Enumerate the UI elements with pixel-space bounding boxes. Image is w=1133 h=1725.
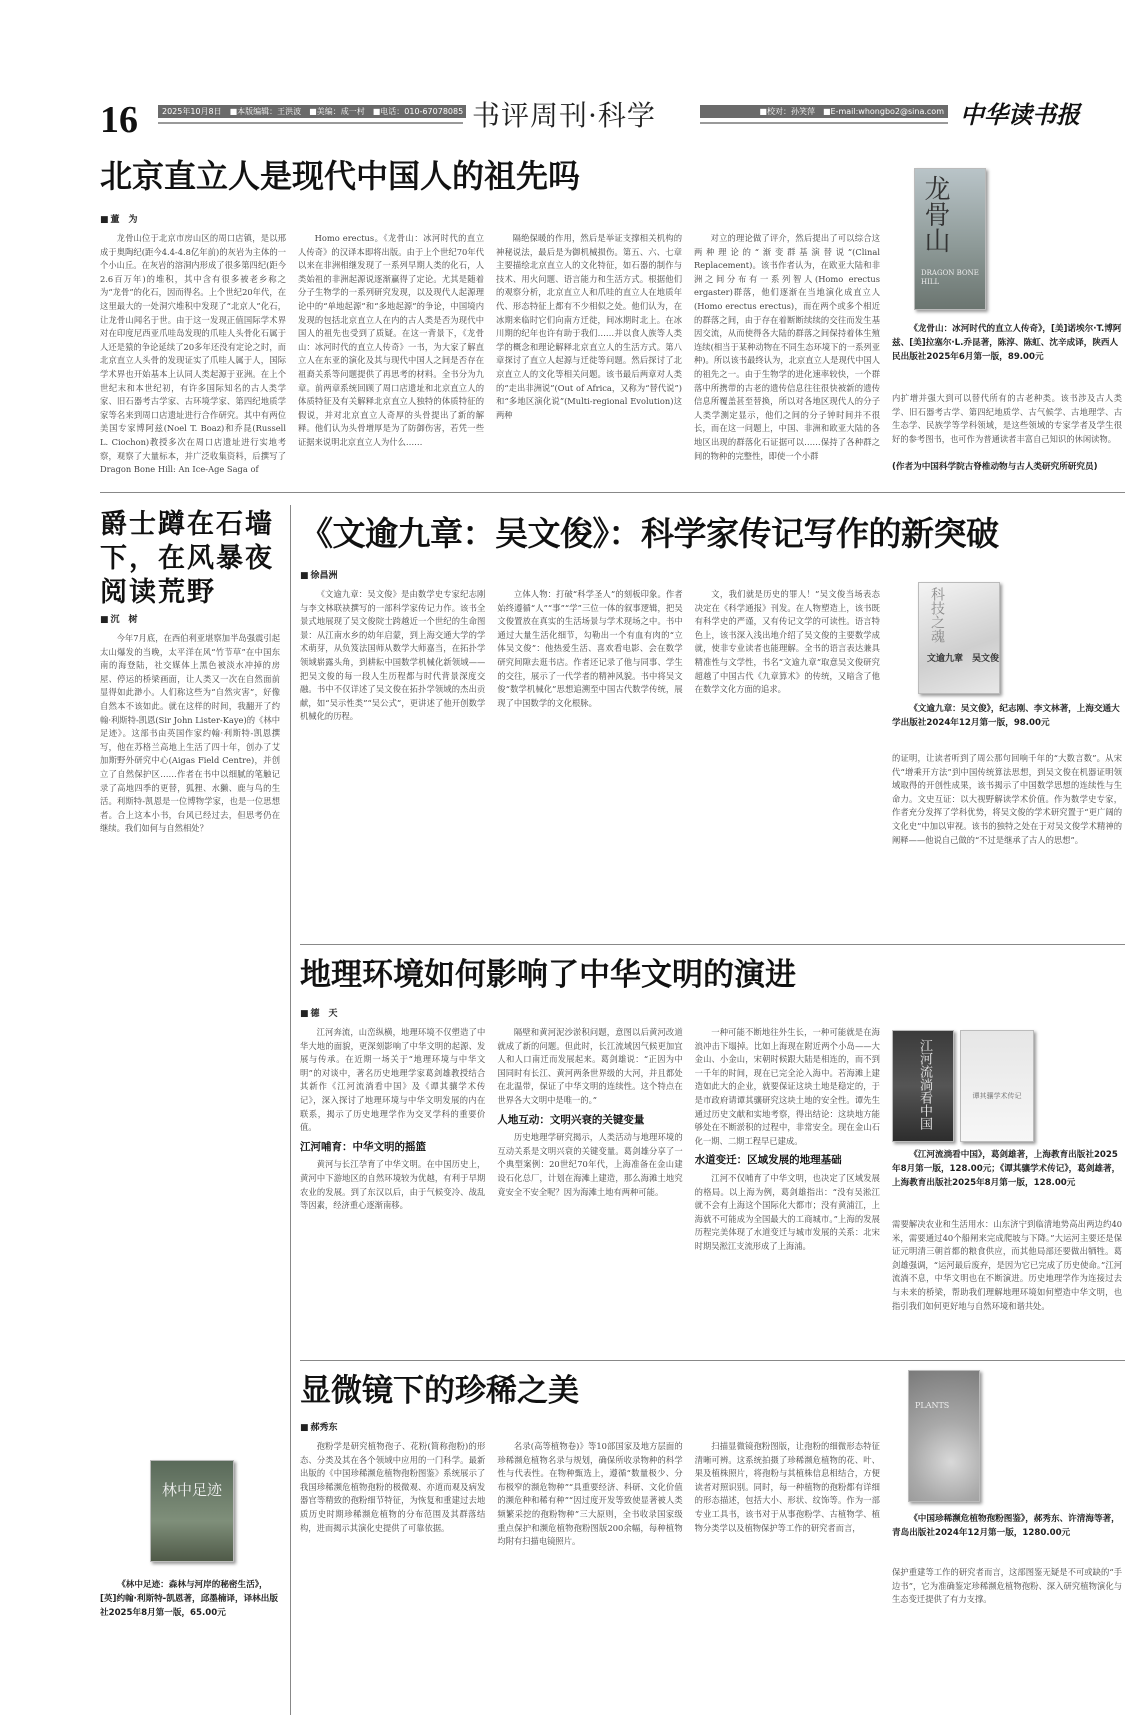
author-note: (作者为中国科学院古脊椎动物与古人类研究所研究员): [892, 462, 1098, 472]
section-divider: [300, 944, 1125, 945]
article-column: 《文逾九章：吴文俊》是由数学史专家纪志刚与李文林联袂撰写的一部科学家传记力作。该书全景式地展现了吴文俊院士跨越近一个世纪的生命图景：从江南水乡的幼年启蒙，到上海交通大学的学术萌芽，从负笈法国师从数学大师嘉当，在拓扑学领域崭露头角，到耕耘中国数学机械化新领域——把吴文俊的每一段人生历程都与时代背景深度交融。书中不仅详述了吴文俊在拓扑学领域的杰出贡献，如“吴示性类”“吴公式”，更讲述了他开创数学机械化的历程。: [300, 589, 486, 722]
newspaper-logo: 中华读书报: [960, 100, 1080, 129]
book-caption: 《江河流淌看中国》，葛剑雄著，上海教育出版社2025年8月第一版，128.00元；《谭其骧学术传记》，葛剑雄著，上海教育出版社2025年8月第一版，128.00元: [892, 1150, 1121, 1188]
article-column: Homo erectus。《龙骨山：冰河时代的直立人传奇》的汉译本即将出版。由于上个世纪70年代以来在非洲相继发现了一系列早期人类的化石，人类始祖的非洲起源说逐渐赢得了定论。尤其是随着分子生物学的一系列研究发现，以及现代人起源理论中的“单地起源”和“多地起源”的争论，中国境内发现的包括北京直立人在内的古人类是否为现代中国人的祖先也受到了质疑。在这一背景下，《龙骨山：冰河时代的直立人传奇》一书，为大家了解直立人在东亚的演化及其与现代中国人之间是否存在祖裔关系等问题提供了再思考的材料。全书分为九章。前两章系统回顾了周口店遗址和北京直立人的体质特征及有关解释北京直立人独特的体质特征的假说，并对北京直立人奇厚的头骨提出了新的解释。他们认为头骨增厚是为了防御伤害，若凭一些证据来说明北京直立人为什么……: [298, 233, 484, 447]
article-column: 龙骨山位于北京市房山区的周口店镇，是以邢成于奥陶纪(距今4.4-4.8亿年前)的灰岩为主体的一个小山丘。在灰岩的溶洞内形成了很多第四纪(距今2.6百万年)的堆积，其中含有很多被老乡称之为“龙骨”的化石，因而得名。上个世纪20年代，在这里最大的一处洞穴堆积中发现了“北京人”化石，让龙骨山闻名于世。由于这一发现正值国际学术界对在印度尼西亚爪哇岛发现的爪哇人头骨化石属于人还是猿的争论延续了20多年还没有定论之时，而北京直立人头骨的发现证实了爪哇人属于人，国际学术界也开始基本上认同人类起源于亚洲。在上个世纪末和本世纪初，有许多国际知名的古人类学家、旧石器考古学家、古环境学家、第四纪地质学家等名来到周口店遗址进行合作研究。其中有两位美国专家博阿兹(Noel T. Boaz)和乔昆(Russell L. Ciochon)教授多次在周口店遗址进行实地考察，观察了大量标本，并广泛收集资料，后撰写了Dragon Bone Hill: An Ice-Age Saga of: [100, 233, 286, 475]
book-caption: 《林中足迹：森林与河岸的秘密生活》，[英]约翰·利斯特-凯恩著，邱墨楠译，译林出版社2025年8月第一版，65.00元: [100, 1580, 278, 1618]
article-headline: 爵士蹲在石墙下，在风暴夜阅读荒野: [100, 509, 274, 608]
book-cover-image: [960, 1030, 1034, 1142]
article-body: [300, 1026, 880, 1346]
article-column: 孢粉学是研究植物孢子、花粉(简称孢粉)的形态、分类及其在各个领域中应用的一门科学。最新出版的《中国珍稀濒危植物孢粉图鉴》系统展示了我国珍稀濒危植物孢粉的极微观、亦道而观及病发器官等精致的孢粉细节特征，为恢复和重建过去地质历史时期珍稀濒危植物的分布范围及其群落结构，进而揭示其演化史提供了可靠依据。: [300, 1441, 486, 1533]
article-side-text: 保护重建等工作的研究者而言，这部图鉴无疑是不可或缺的“手边书”，它为准确鉴定珍稀濒危植物孢粉、深入研究植物演化与生态变迁提供了有力支撑。: [892, 1567, 1122, 1605]
section-title: 书评周刊·科学: [472, 99, 656, 132]
book-cover-title: 文逾九章 吴文俊: [927, 654, 1000, 664]
book-cover-title: 林中足迹: [161, 1481, 222, 1499]
book-cover-image: [892, 1030, 954, 1142]
book-caption: 《龙骨山：冰河时代的直立人传奇》，[美]诺埃尔·T.博阿兹、[美]拉塞尔·L.乔昆著，陈淳、陈虹、沈辛成译，陕西人民出版社2025年6月第一版，89.00元: [892, 324, 1122, 362]
column-divider: [290, 505, 291, 1715]
article-byline: ■ 董 为: [100, 212, 138, 225]
article-byline: ■ 徐昌洲: [300, 568, 338, 581]
masthead-left-info: 2025年10月8日 ■本版编辑：王洪波 ■美编：成一村 ■电话：010-67078085: [158, 105, 466, 118]
book-cover-image: [150, 1460, 234, 1562]
article-column: 对立的理论做了评介，然后提出了可以综合这两种理论的“渐变群基演替说”(Clinal Replacement)。该书作者认为，在欧亚大陆和非洲之间分布有一系列智人(Homo erectus ergaster)群落，他们逐渐在当地演化成直立人(Homo erectus erectus)，而在两个或多个相近的群落之间，由于存在着断断续续的交往而发生基因交流，从而使得各大陆的群落之间保持着体生殖连续(相当于某种动物在不同生态环境下的一系列亚种)。所以该书最终认为，北京直立人是现代中国人的祖先之一。由于生物学的进化速率较快，一个群落中所携带的古老的遗传信息往往很快被新的遗传信息所覆盖甚至替换，所以对各地区现代人的分子人类学测定显示，他们之间的分子钟时间并不很长，而在这一问题上，中国、非洲和欧亚大陆的各地区出现的群落化石证据可以……保持了各种群之间的物种的完整性，即使一个小群: [694, 233, 880, 461]
masthead-rule: [158, 122, 463, 124]
page-number: 16: [100, 99, 138, 141]
section-divider: [300, 1360, 1125, 1361]
article-headline: 《文逾九章：吴文俊》：科学家传记写作的新突破: [300, 514, 999, 553]
book-cover-title: 谭其骧学术传记: [972, 1092, 1022, 1100]
article-byline: ■ 郝秀东: [300, 1420, 338, 1433]
book-cover-image: [908, 1370, 980, 1502]
article-subheading: 江河哺育：中华文明的摇篮: [300, 1140, 426, 1153]
masthead-right-info: ■校对：孙笑萍 ■E-mail:whongbo2@sina.com: [700, 105, 948, 118]
article-body: [300, 588, 880, 928]
article-byline: ■ 沉 树: [100, 612, 138, 625]
article-byline: ■ 德 天: [300, 1006, 338, 1019]
masthead-rule: [700, 122, 948, 124]
article-column: 名录(高等植物卷)》等10部国家及地方层面的珍稀濒危植物名录与规划，确保所收录物种的科学性与代表性。在物种甄选上，遵循“数量极少、分布极窄的濒危物种”“具重要经济、科研、文化价值的濒危种和稀有种”“因过度开发等致使显著被人类频繁采挖的孢粉物种”三大原则，全书收录国家级重点保护和濒危植物孢粉图版200余幅，每种植物均附有扫描电镜照片。: [497, 1441, 683, 1547]
book-caption: 《文逾九章：吴文俊》，纪志刚、李文林著，上海交通大学出版社2024年12月第一版，98.00元: [892, 704, 1120, 728]
article-column: 文，我们就是历史的罪人！”吴文俊当场表态决定在《科学通报》刊发。在人物塑造上，该书既有科学史的严谨，又有传记文学的可读性。语言特色上，该书深入浅出地介绍了吴文俊的主要数学成就，使非专业读者也能理解。全书的语言表达兼具精准性与文学性，书名“文逾九章”取意吴文俊研究超越了中国古代《九章算术》的传统，又暗含了他在数学文化方面的追求。: [694, 589, 880, 695]
book-cover-en: DRAGON BONE HILL: [921, 269, 979, 286]
article-side-text: 内扩增并强大到可以替代所有的古老种类。该书涉及古人类学、旧石器考古学、第四纪地质学、古气候学、古地理学、古生态学、民族学等学科领域，是这些领域的专家学者及学生很好的参考图书，也可作为普通读者丰富自己知识的休闲读物。: [892, 393, 1122, 444]
book-cover-image: [914, 168, 986, 310]
article-headline: 地理环境如何影响了中华文明的演进: [300, 957, 796, 993]
article-column: 一种可能不断地往外生长，一种可能就是在海浪冲击下塌掉。比如上海现在附近两个小岛——大金山、小金山，宋朝时候跟大陆是相连的，而不到一千年的时间，现在已完全沦入海中。若海滩上建造如此大的企业，就要保证这块土地是稳定的，于是市政府请谭其骧研究这块土地的安全性。谭先生通过历史文献和实地考察，得出结论：这块地方能够处在不断淤积的过程中，非常安全。现在金山石化一期、二期工程早已建成。 水道变迁：区域发展的地理基础 江河不仅哺育了中华文明，也决定了区域发展的格局。以上海为例，葛剑雄指出：“没有吴淞江就不会有上海这个国际化大都市；没有黄浦江，上海就不可能成为全国最大的工商城市。”上海的发展历程完美体现了水道变迁与城市发展的关系：北宋时期吴淞江支流形成了上海浦。: [694, 1027, 880, 1251]
article-headline: 北京直立人是现代中国人的祖先吗: [100, 157, 581, 195]
book-cover-title: 江河流淌看中国: [917, 1039, 932, 1130]
article-body: [300, 1440, 880, 1710]
section-divider: [100, 492, 1125, 493]
article-body: [100, 232, 880, 482]
article-subheading: 人地互动：文明兴衰的关键变量: [497, 1113, 645, 1126]
book-caption: 《中国珍稀濒危植物孢粉图鉴》，郝秀东、许清海等著，青岛出版社2024年12月第一版，1280.00元: [892, 1514, 1120, 1538]
article-column: 隔壁和黄河泥沙淤积问题，意图以后黄河改道就成了新的问题。但此时，长江流域因气候更加宜人和人口南迁而发展起来。葛剑雄说：“正因为中国同时有长江、黄河两条世界级的大河，并且都处在北温带，保证了中华文明的连续性。这个特点在世界各大文明中是唯一的。” 人地互动：文明兴衰的关键变量 历史地理学研究揭示，人类活动与地理环境的互动关系是文明兴衰的关键变量。葛剑雄分享了一个典型案例：20世纪70年代，上海准备在金山建设石化总厂，计划在海滩上建造，那么海滩土地究竟安全不安全呢？因为海滩土地有两种可能。: [497, 1027, 683, 1197]
article-column: 扫描显微镜孢粉图版，让孢粉的细微形态特征清晰可辨。这系统拍摄了珍稀濒危植物的花、叶、果及植株照片，将孢粉与其植株信息相结合，方便读者对照识别。同时，每一种植物的孢粉都有详细的形态描述，包括大小、形状、纹饰等。作为一部专业工具书，该书对于从事孢粉学、古植物学、植物分类学以及植物保护等工作的研究者而言，: [694, 1441, 880, 1533]
article-body: 今年7月底，在西伯利亚堪察加半岛强震引起太山爆发的当晚，太平洋在风“竹节草”在中国东南的海登陆，社交媒体上黑色被淡水冲掉的房屋、停运的桥梁画面，让人类又一次在自然面前显得如此渺小。人们称这些为“自然灾害”，好像自然本不该如此。就在这样的时间，我翻开了约翰·利斯特-凯恩(Sir John Lister-Kaye)的《林中足迹》。这部书由英国作家约翰·利斯特-凯恩撰写，他在苏格兰高地上生活了四十年，创办了艾加斯野外研究中心(Aigas Field Centre)，并创立了自然保护区……作者在书中以细腻的笔触记录了高地四季的更替，狐狸、水獭、鹿与鸟的生活。利斯特-凯恩是一位博物学家，也是一位思想者。合上这本小书，台风已经过去，但思考仍在继续。我们如何与自然相处？: [100, 633, 280, 834]
article-column: 隔绝保暖的作用，然后是举证支撑相关机构的神秘说法，最后是为御机械损伤。第五、六、七章主要描绘北京直立人的文化特征，如石器的制作与技术、用火问题、语言能力和生活方式。根据他们的观察分析，北京直立人和爪哇的直立人在地质年代、形态特征上都有不少相似之处。他们认为，在冰期来临时它们向南方迁徙，间冰期时北上。在冰川期的纪年也许有助于我们……并以食人族等人类学的概念和理论解释北京直立人的生活方式。第八章探讨了直立人起源与迁徙等问题。然后探讨了北京直立人的文化等相关问题。该书最后两章对人类的“走出非洲说”(Out of Africa，又称为“替代说”)和“多地区演化说”(Multi-regional Evolution)这两种: [496, 233, 682, 420]
book-cover-series: 科技之魂: [929, 587, 945, 643]
book-cover-en: PLANTS: [915, 1401, 950, 1410]
book-cover-title: 龙骨山: [920, 175, 950, 253]
article-column: 立体人物：打破“科学圣人”的刻板印象。作者始终遵循“人”“事”“学”三位一体的叙事逻辑，把吴文俊置放在真实的生活场景与学术现场之中。书中通过大量生活化细节，勾勒出一个有血有肉的“立体吴文俊”：他热爱生活、喜欢看电影、会在数学研究间隙去逛书店。作者还记录了他与同事、学生的交往，展示了一代学者的精神风貌。书中将吴文俊“数学机械化”思想追溯至中国古代数学传统，展现了中国数学的文化根脉。: [497, 589, 683, 708]
book-cover-image: [918, 582, 1000, 694]
article-column: 江河奔流，山峦纵横，地理环境不仅塑造了中华大地的面貌，更深刻影响了中华文明的起源、发展与传承。在近期一场关于“地理环境与中华文明”的对谈中，著名历史地理学家葛剑雄教授结合其新作《江河流淌看中国》及《谭其骧学术传记》，深入探讨了地理环境与中华文明发展的内在联系，揭示了历史地理学作为交叉学科的重要价值。 江河哺育：中华文明的摇篮 黄河与长江孕育了中华文明。在中国历史上，黄河中下游地区的自然环境较为优越，有利于早期农业的发展。到了东汉以后，由于气候变冷、战乱等因素，经济重心逐渐南移。: [300, 1027, 486, 1211]
article-subheading: 水道变迁：区域发展的地理基础: [694, 1154, 842, 1167]
article-side-text: 需要解决农业和生活用水：山东济宁到临清地势高出两边约40米，需要通过40个船闸来完成爬坡与下降。”大运河主要还是保证元明清三朝首都的粮食供应，而其他局部还要做出牺牲。葛剑雄强调，“运河最后废弃，是因为它已完成了历史使命。”江河流淌不息，中华文明也在不断演进。历史地理学作为连接过去与未来的桥梁，帮助我们理解地理环境如何塑造中华文明，也指引我们如何更好地与自然环境和谐共处。: [892, 1219, 1122, 1311]
article-headline: 显微镜下的珍稀之美: [300, 1373, 579, 1409]
article-side-text: 的证明，让读者听到了周公那句回响千年的“大数言数”。从宋代“增乘开方法”到中国传统算法思想，到吴文俊在机器证明领域取得的开创性成果，该书揭示了中国数学思想的连续性与生命力。文史互证：以大视野解读学术价值。作为数学史专家，作者充分发挥了学科优势，将吴文俊的学术研究置于“更广阔的文化史”中加以审视。该书的独特之处在于对吴文俊学术精神的阐释——他说自己做的“不过是继承了古人的思想”。: [892, 753, 1122, 845]
